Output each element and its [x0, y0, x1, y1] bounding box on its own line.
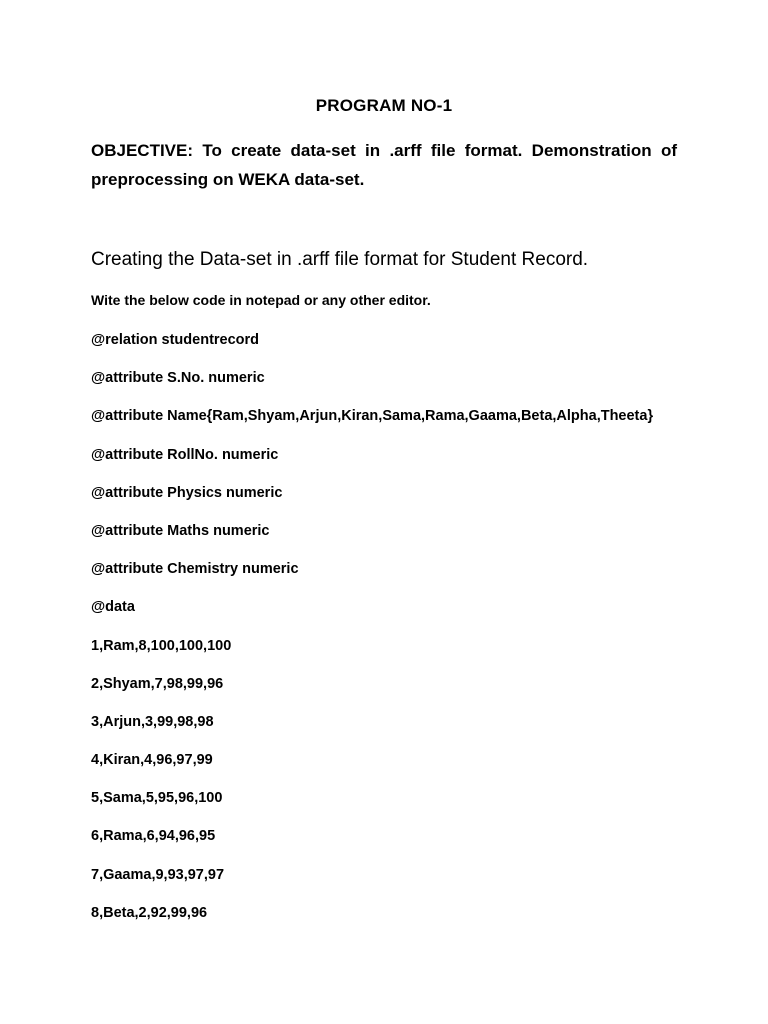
code-line: @attribute S.No. numeric	[91, 370, 265, 387]
code-line: @attribute Physics numeric	[91, 484, 283, 501]
code-line: @attribute Chemistry numeric	[91, 561, 299, 578]
code-line: 6,Rama,6,94,96,95	[91, 828, 216, 845]
code-line: 8,Beta,2,92,99,96	[91, 904, 208, 921]
code-line: 2,Shyam,7,98,99,96	[91, 675, 224, 692]
code-line: @attribute Name{Ram,Shyam,Arjun,Kiran,Sama,Rama,Gaama,Beta,Alpha,Theeta}	[91, 408, 654, 425]
code-line: 7,Gaama,9,93,97,97	[91, 866, 225, 883]
section-heading: Creating the Data-set in .arff file format for Student Record.	[91, 249, 589, 270]
code-line: @data	[91, 599, 135, 616]
objective-text: OBJECTIVE: To create data-set in .arff file format. Demonstration of preprocessing on WEKA data-set.	[91, 141, 677, 189]
instruction-text: Wite the below code in notepad or any other editor.	[91, 292, 431, 308]
arff-code-listing	[91, 330, 731, 941]
program-title: PROGRAM NO-1	[315, 96, 453, 115]
code-line: @attribute RollNo. numeric	[91, 446, 279, 463]
code-line: @attribute Maths numeric	[91, 522, 270, 539]
code-line: 1,Ram,8,100,100,100	[91, 637, 232, 654]
code-line: 5,Sama,5,95,96,100	[91, 790, 223, 807]
code-line: 4,Kiran,4,96,97,99	[91, 752, 213, 769]
code-line: 3,Arjun,3,99,98,98	[91, 713, 214, 730]
code-line: @relation studentrecord	[91, 332, 260, 348]
